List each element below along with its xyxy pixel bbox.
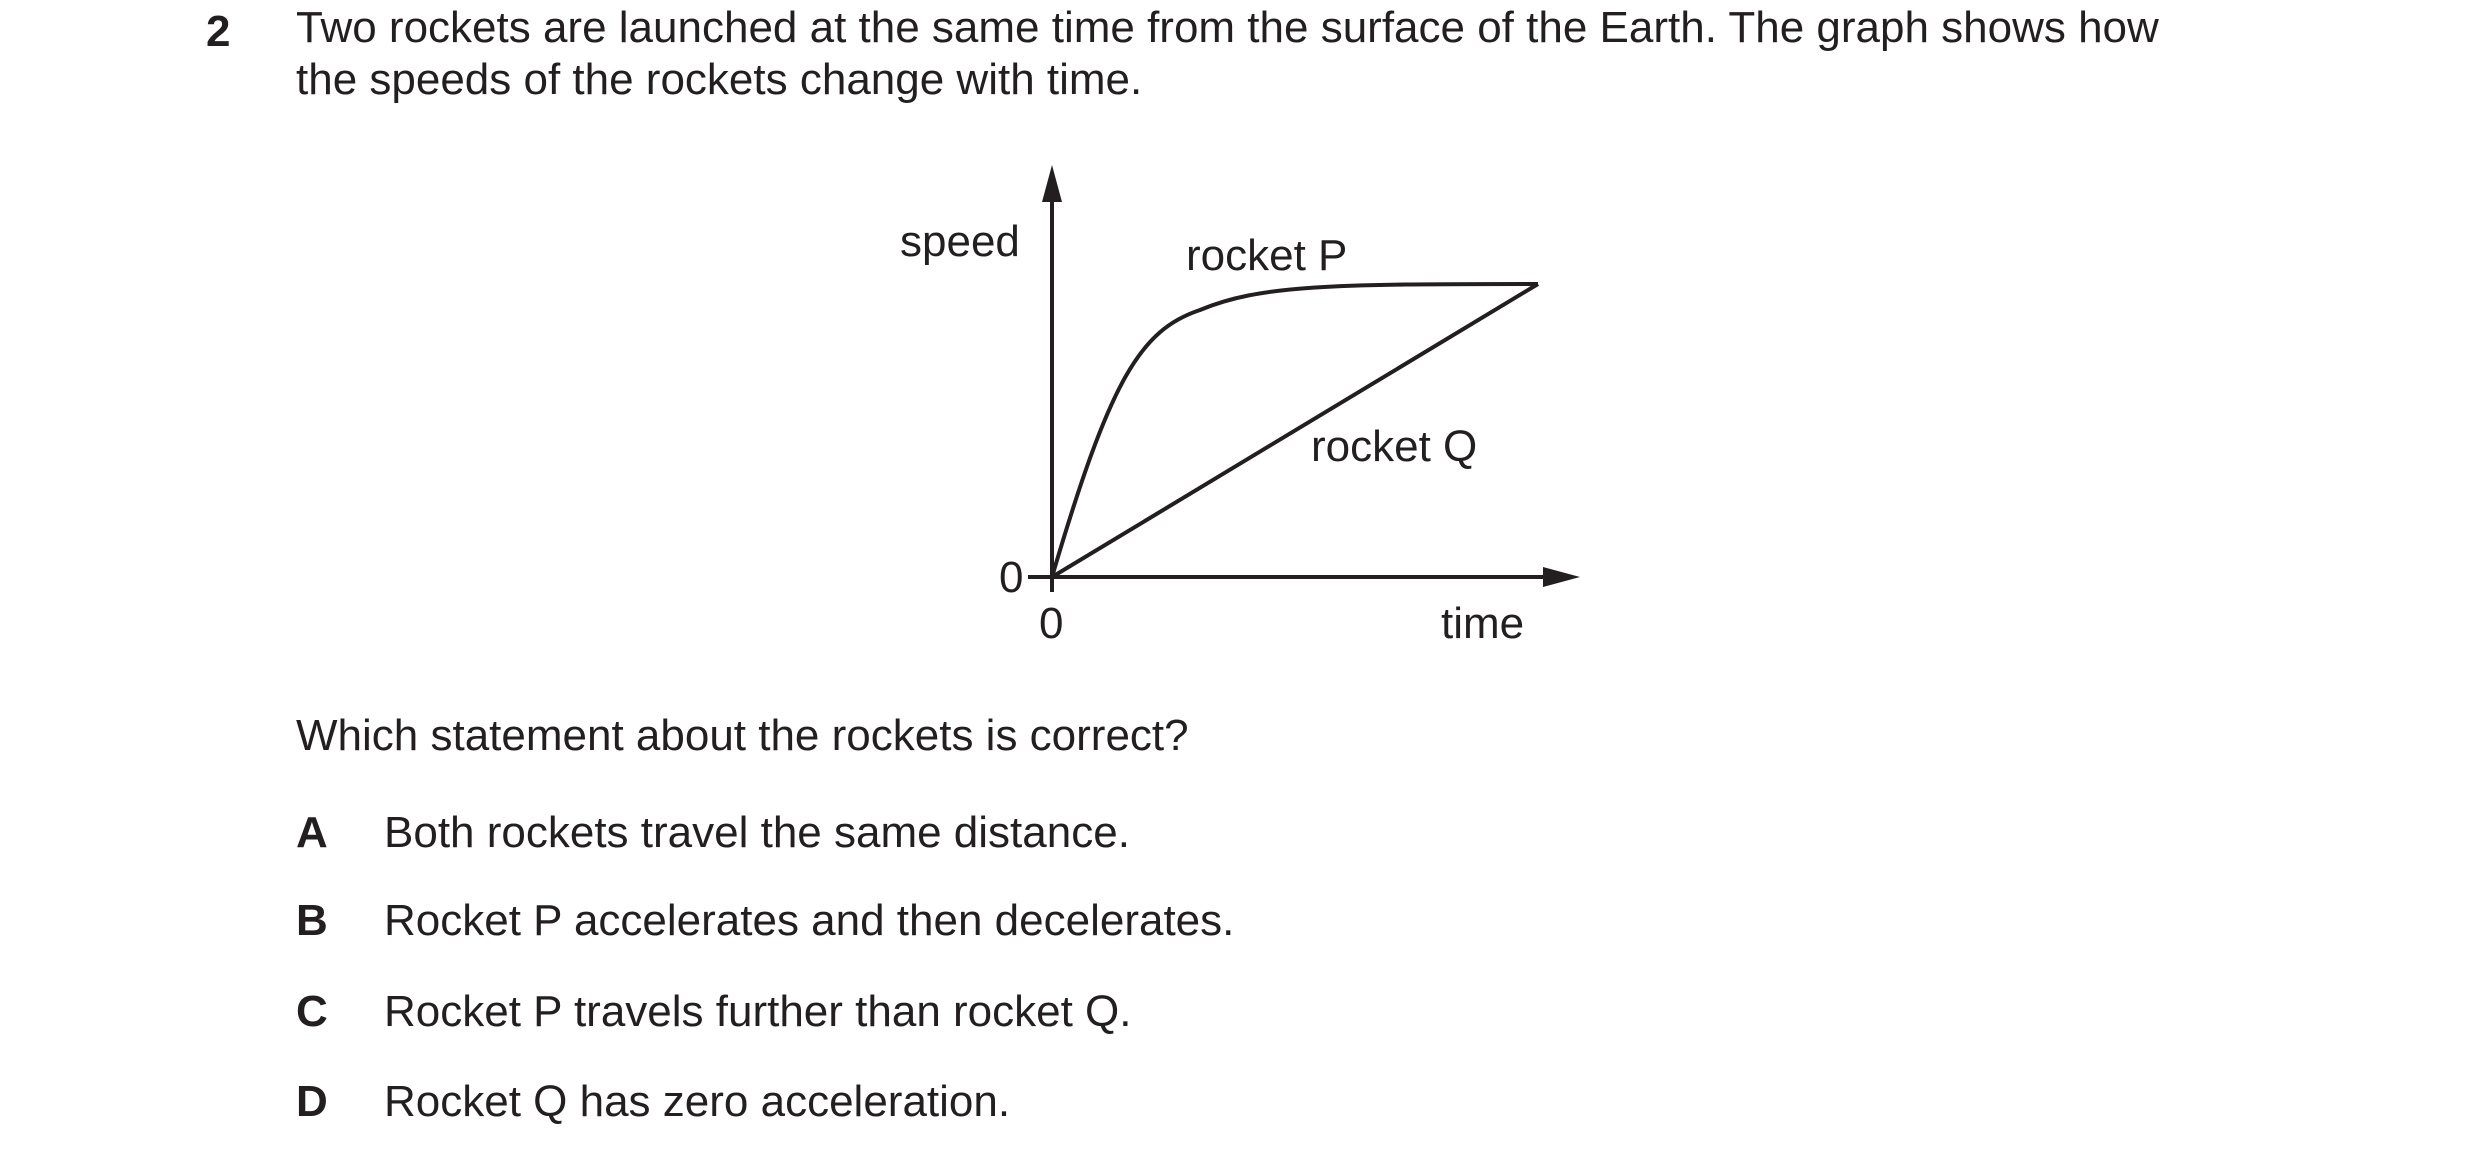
x-axis-arrowhead: [1543, 567, 1580, 587]
option-a[interactable]: [296, 803, 1696, 863]
option-text: Rocket P travels further than rocket Q.: [384, 987, 1132, 1036]
question-prompt: Which statement about the rockets is correct?: [296, 711, 1189, 760]
option-letter: B: [296, 896, 328, 945]
y-axis-label: speed: [900, 217, 1020, 266]
option-letter: A: [296, 808, 328, 857]
stem-line-2: the speeds of the rockets change with time.: [296, 55, 1143, 104]
option-text: Both rockets travel the same distance.: [384, 808, 1130, 857]
rocket-q-label: rocket Q: [1311, 422, 1478, 471]
question-number: 2: [206, 7, 231, 56]
option-letter: D: [296, 1077, 328, 1126]
option-text: Rocket P accelerates and then decelerates.: [384, 896, 1235, 945]
stem-line-1: Two rockets are launched at the same time from the surface of the Earth. The graph shows how: [296, 3, 2159, 52]
x-axis-label: time: [1441, 599, 1525, 648]
option-text: Rocket Q has zero acceleration.: [384, 1077, 1011, 1126]
y-origin-label: 0: [999, 553, 1024, 602]
x-origin-label: 0: [1039, 599, 1064, 648]
option-letter: C: [296, 987, 328, 1036]
option-c[interactable]: [296, 982, 1696, 1042]
option-b[interactable]: [296, 891, 1696, 951]
rocket-p-label: rocket P: [1186, 231, 1348, 280]
option-d[interactable]: [296, 1072, 1696, 1132]
y-axis-arrowhead: [1042, 165, 1062, 202]
